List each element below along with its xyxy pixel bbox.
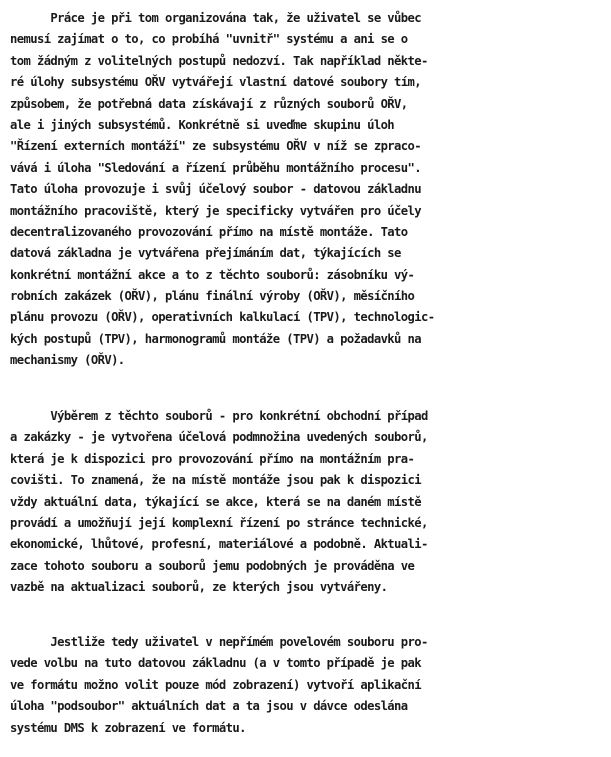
text-line: nemusí zajímat o to, co probíhá "uvnitř" systému a ani se o bbox=[10, 32, 408, 47]
paragraph-2 bbox=[10, 406, 428, 599]
text-line: systému DMS k zobrazení ve formátu. bbox=[10, 720, 246, 735]
text-line: ekonomické, lhůtové, profesní, materiálové a podobně. Aktuali- bbox=[10, 537, 428, 552]
text-line: Jestliže tedy uživatel v nepřímém povelovém souboru pro- bbox=[10, 635, 428, 649]
text-line: datová základna je vytvářena přejímáním dat, týkajících se bbox=[10, 246, 401, 261]
paragraph-3 bbox=[10, 632, 428, 739]
text-line: provádí a umožňují její komplexní řízení po stránce technické, bbox=[10, 515, 428, 530]
text-line: ré úlohy subsystému OŘV vytvářejí vlastní datové soubory tím, bbox=[10, 75, 421, 90]
paragraph-1 bbox=[10, 8, 434, 372]
text-line: tom žádným z volitelných postupů nedozví. Tak například někte- bbox=[10, 53, 428, 68]
text-line: vává i úloha "Sledování a řízení průběhu montážního procesu". bbox=[10, 160, 421, 175]
text-line: plánu provozu (OŘV), operativních kalkulací (TPV), technologic- bbox=[10, 310, 435, 325]
text-line: montážního pracoviště, který je specificky vytvářen pro účely bbox=[10, 203, 421, 218]
text-line: "Řízení externích montáží" ze subsystému OŘV v níž se zpraco- bbox=[10, 139, 421, 154]
text-line: covišti. To znamená, že na místě montáže jsou pak k dispozici bbox=[10, 473, 421, 488]
text-line: mechanismy (OŘV). bbox=[10, 353, 125, 368]
text-line: ve formátu možno volit pouze mód zobrazení) vytvoří aplikační bbox=[10, 677, 421, 692]
text-line: konkrétní montážní akce a to z těchto souborů: zásobníku vý- bbox=[10, 267, 415, 282]
text-line: vždy aktuální data, týkající se akce, která se na daném místě bbox=[10, 494, 421, 509]
text-line: která je k dispozici pro provozování přímo na montážním pra- bbox=[10, 451, 415, 466]
text-line: kých postupů (TPV), harmonogramů montáže (TPV) a požadavků na bbox=[10, 331, 421, 346]
text-line: a zakázky - je vytvořena účelová podmnožina uvedených souborů, bbox=[10, 430, 428, 445]
text-line: způsobem, že potřebná data získávají z různých souborů OŘV, bbox=[10, 96, 408, 111]
text-line: robních zakázek (OŘV), plánu finální výroby (OŘV), měsíčního bbox=[10, 289, 415, 304]
text-line: Výběrem z těchto souborů - pro konkrétní obchodní případ bbox=[10, 409, 428, 423]
text-line: Práce je při tom organizována tak, že uživatel se vůbec bbox=[10, 11, 421, 25]
text-line: úloha "podsoubor" aktuálních dat a ta jsou v dávce odeslána bbox=[10, 699, 408, 714]
text-line: vazbě na aktualizaci souborů, ze kterých jsou vytvářeny. bbox=[10, 580, 388, 595]
text-line: Tato úloha provozuje i svůj účelový soubor - datovou základnu bbox=[10, 182, 421, 197]
text-line: ale i jiných subsystémů. Konkrétně si uveďme skupinu úloh bbox=[10, 117, 395, 132]
text-line: decentralizovaného provozování přímo na místě montáže. Tato bbox=[10, 224, 408, 239]
text-line: vede volbu na tuto datovou základnu (a v tomto případě je pak bbox=[10, 656, 421, 671]
text-line: zace tohoto souboru a souborů jemu podobných je prováděna ve bbox=[10, 558, 415, 573]
